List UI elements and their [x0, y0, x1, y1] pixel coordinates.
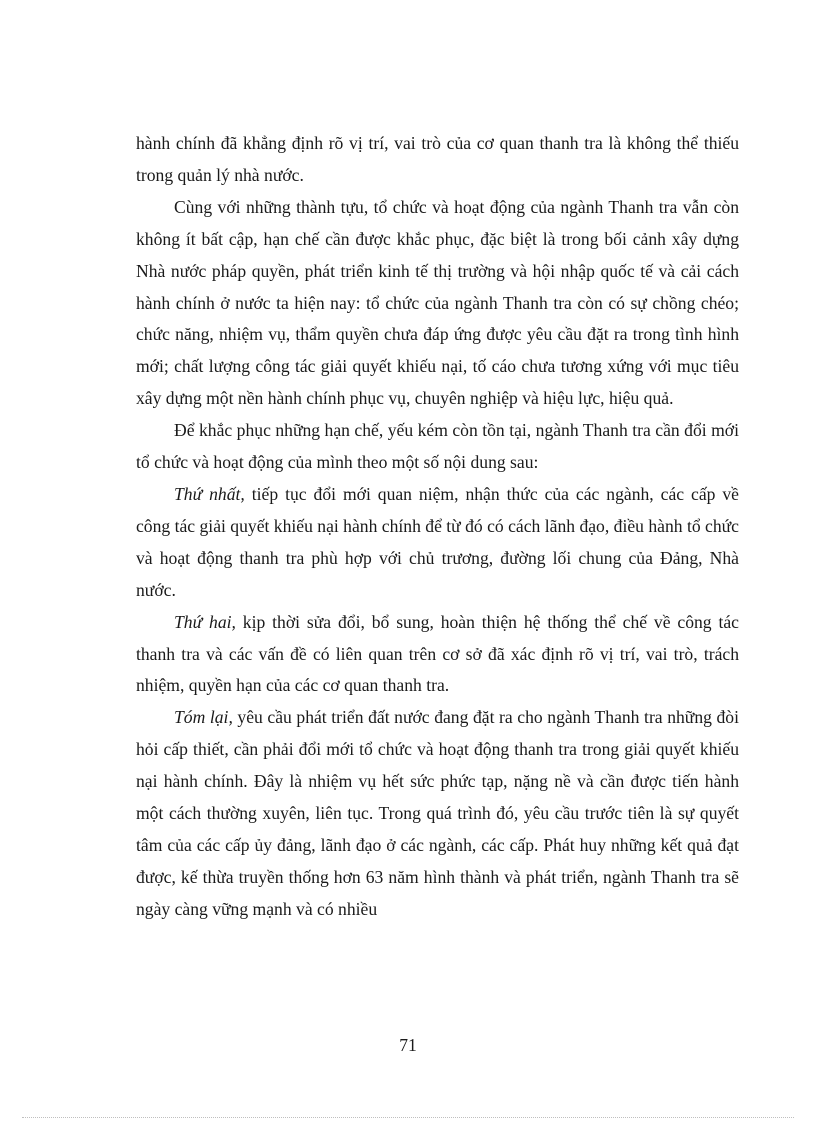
paragraph-text: kịp thời sửa đổi, bổ sung, hoàn thiện hệ thống thể chế về công tác thanh tra và các vấn đề có liên quan trên cơ sở đã xác định rõ vị trí, vai trò, trách nhiệm, quyền hạn của các cơ quan thanh tra. [136, 611, 739, 696]
paragraph-text: Để khắc phục những hạn chế, yếu kém còn tồn tại, ngành Thanh tra cần đổi mới tổ chức và hoạt động của mình theo một số nội dung sau: [136, 420, 739, 473]
paragraph-lead: Thứ hai, [174, 611, 236, 632]
paragraph-text: Cùng với những thành tựu, tổ chức và hoạt động của ngành Thanh tra vẫn còn không ít bất cập, hạn chế cần được khắc phục, đặc biệt là trong bối cảnh xây dựng Nhà nước pháp quyền, phát triển kinh tế thị trường và hội nhập quốc tế và cải cách hành chính ở nước ta hiện nay: tổ chức của ngành Thanh tra còn có sự chồng chéo; chức năng, nhiệm vụ, thẩm quyền chưa đáp ứng được yêu cầu đặt ra trong tình hình mới; chất lượng công tác giải quyết khiếu nại, tố cáo chưa tương xứng với mục tiêu xây dựng một nền hành chính phục vụ, chuyên nghiệp và hiệu lực, hiệu quả. [136, 196, 739, 409]
paragraph-shortcomings [136, 192, 739, 415]
footer-divider [22, 1117, 794, 1118]
paragraph-lead: Tóm lại, [174, 707, 233, 728]
paragraph-text: yêu cầu phát triển đất nước đang đặt ra cho ngành Thanh tra những đòi hỏi cấp thiết, cần phải đổi mới tổ chức và hoạt động thanh tra trong giải quyết khiếu nại hành chính. Đây là nhiệm vụ hết sức phức tạp, nặng nề và cần được tiến hành một cách thường xuyên, liên tục. Trong quá trình đó, yêu cầu trước tiên là sự quyết tâm của các cấp ủy đảng, lãnh đạo ở các ngành, các cấp. Phát huy những kết quả đạt được, kế thừa truyền thống hơn 63 năm hình thành và phát triển, ngành Thanh tra sẽ ngày càng vững mạnh và có nhiều [136, 707, 739, 919]
body-text [136, 128, 739, 926]
paragraph-remedies-intro [136, 415, 739, 479]
paragraph-conclusion [136, 702, 739, 925]
page-number: 71 [399, 1035, 417, 1055]
paragraph-lead: Thứ nhất, [174, 483, 245, 504]
paragraph-text: hành chính đã khẳng định rõ vị trí, vai trò của cơ quan thanh tra là không thể thiếu trong quản lý nhà nước. [136, 133, 739, 185]
paragraph-second-point [136, 607, 739, 703]
paragraph-continuation [136, 128, 739, 192]
paragraph-text: tiếp tục đổi mới quan niệm, nhận thức của các ngành, các cấp về công tác giải quyết khiếu nại hành chính để từ đó có cách lãnh đạo, điều hành tổ chức và hoạt động thanh tra phù hợp với chủ trương, đường lối chung của Đảng, Nhà nước. [136, 483, 739, 600]
paragraph-first-point [136, 479, 739, 607]
